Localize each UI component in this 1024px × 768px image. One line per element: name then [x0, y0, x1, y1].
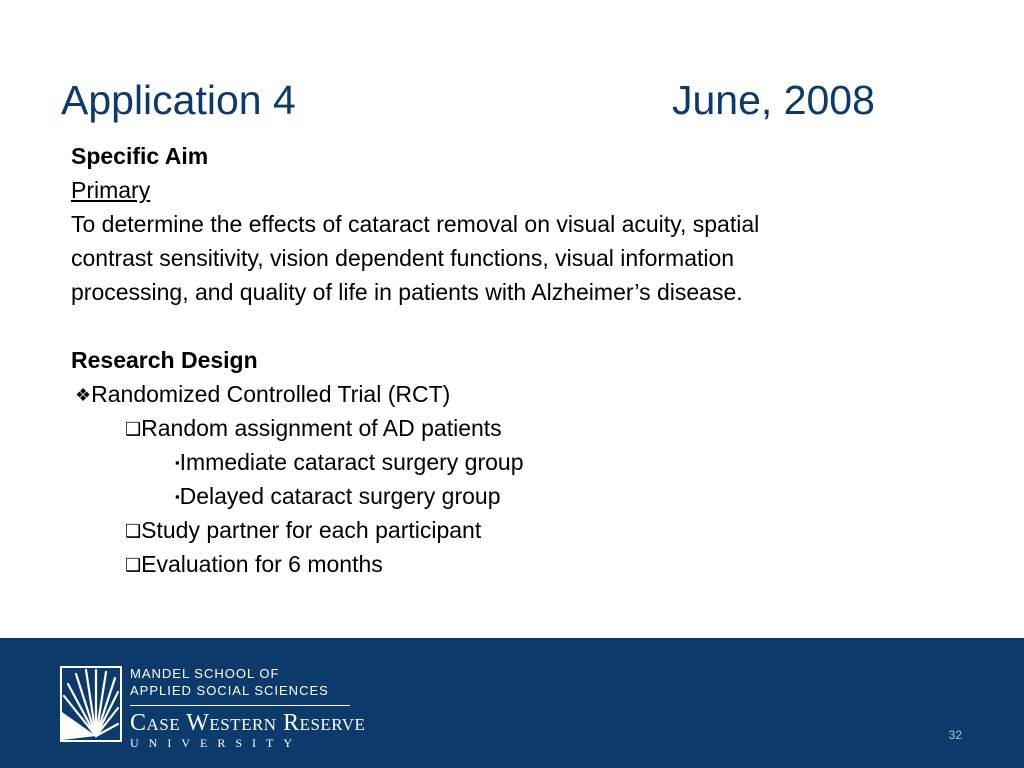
square-bullet-icon: ▪ — [175, 455, 180, 470]
university-name: Case Western Reserve — [130, 710, 366, 736]
bullet-text: Delayed cataract surgery group — [179, 483, 501, 509]
primary-text-line-2: contrast sensitivity, vision dependent functions, visual information — [71, 245, 735, 271]
primary-label: Primary — [71, 177, 151, 203]
footer-band — [0, 638, 1024, 768]
title-main: Application 4 — [61, 77, 296, 123]
bullet-immediate-surgery — [71, 445, 971, 479]
page-number: 32 — [948, 728, 962, 742]
checkbox-bullet-icon: ❑ — [125, 521, 142, 541]
bullet-evaluation — [71, 547, 971, 581]
school-line-1: MANDEL SCHOOL OF — [130, 666, 280, 681]
title-date: June, 2008 — [672, 77, 875, 123]
primary-text-line-3: processing, and quality of life in patients with Alzheimer’s disease. — [71, 279, 743, 305]
slide-content — [71, 139, 971, 581]
bullet-study-partner — [71, 513, 971, 547]
bullet-text: Randomized Controlled Trial (RCT) — [91, 381, 451, 407]
bullet-random-assignment — [71, 411, 971, 445]
bullet-text: Random assignment of AD patients — [141, 415, 502, 441]
school-line-2: APPLIED SOCIAL SCIENCES — [130, 683, 329, 698]
research-design-heading: Research Design — [71, 347, 258, 373]
checkbox-bullet-icon: ❑ — [125, 419, 142, 439]
school-name-block — [130, 665, 365, 750]
primary-text-line-1: To determine the effects of cataract removal on visual acuity, spatial — [71, 211, 760, 237]
spacer — [71, 309, 971, 343]
sunburst-logo-icon — [60, 666, 122, 742]
square-bullet-icon: ▪ — [175, 489, 180, 504]
bullet-text: Study partner for each participant — [141, 517, 482, 543]
diamond-bullet-icon: ❖ — [75, 385, 92, 405]
footer-divider — [130, 705, 350, 706]
bullet-text: Immediate cataract surgery group — [179, 449, 524, 475]
bullet-delayed-surgery — [71, 479, 971, 513]
university-subtitle: UNIVERSITY — [130, 736, 302, 750]
bullet-text: Evaluation for 6 months — [141, 551, 383, 577]
slide-title — [61, 74, 911, 126]
checkbox-bullet-icon: ❑ — [125, 555, 142, 575]
specific-aim-heading: Specific Aim — [71, 143, 209, 169]
bullet-rct — [71, 377, 971, 411]
